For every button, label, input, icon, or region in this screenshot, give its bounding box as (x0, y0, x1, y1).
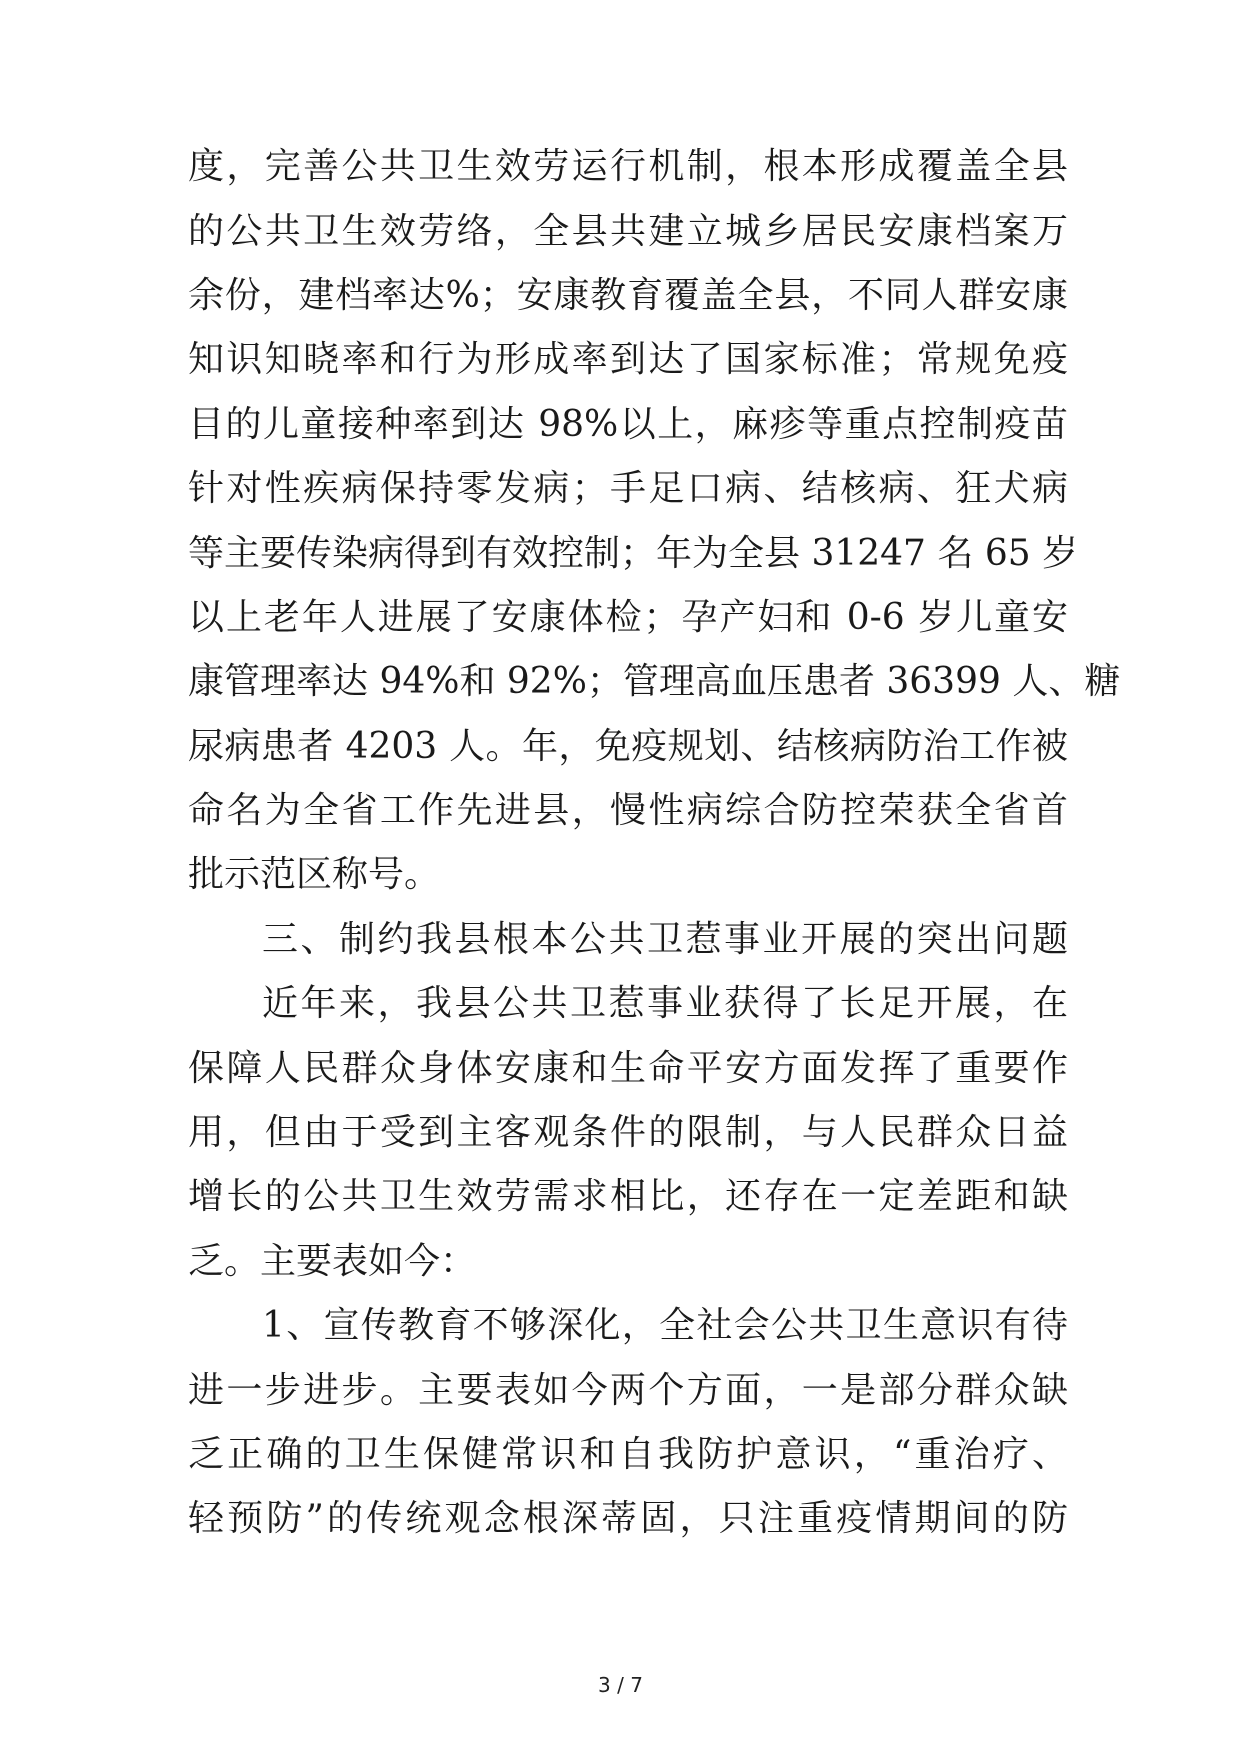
text-line: 的公共卫生效劳络，全县共建立城乡居民安康档案万 (188, 211, 1068, 252)
text-line: 1、宣传教育不够深化，全社会公共卫生意识有待 (262, 1305, 1068, 1346)
text-line: 针对性疾病保持零发病；手足口病、结核病、狂犬病 (188, 468, 1068, 509)
text-line: 近年来，我县公共卫惹事业获得了长足开展，在 (262, 983, 1068, 1024)
text-line: 目的儿童接种率到达 98%以上，麻疹等重点控制疫苗 (188, 404, 1068, 445)
text-line: 乏。主要表如今： (188, 1241, 477, 1282)
text-line: 尿病患者 4203 人。年，免疫规划、结核病防治工作被 (188, 726, 1068, 767)
text-line: 轻预防”的传统观念根深蒂固，只注重疫情期间的防 (188, 1498, 1068, 1539)
text-line: 乏正确的卫生保健常识和自我防护意识，“重治疗、 (188, 1434, 1068, 1475)
text-line: 增长的公共卫生效劳需求相比，还存在一定差距和缺 (188, 1176, 1068, 1217)
text-line: 以上老年人进展了安康体检；孕产妇和 0-6 岁儿童安 (188, 597, 1068, 638)
text-line: 余份，建档率达%；安康教育覆盖全县，不同人群安康 (188, 275, 1068, 316)
section-heading: 三、制约我县根本公共卫惹事业开展的突出问题 (262, 919, 1068, 960)
text-line: 批示范区称号。 (188, 854, 441, 895)
text-line: 进一步进步。主要表如今两个方面，一是部分群众缺 (188, 1370, 1068, 1411)
text-line: 等主要传染病得到有效控制；年为全县 31247 名 65 岁 (188, 533, 1079, 574)
page-number: 3 / 7 (598, 1673, 643, 1697)
text-line: 康管理率达 94%和 92%；管理高血压患者 36399 人、糖 (188, 661, 1121, 702)
text-line: 保障人民群众身体安康和生命平安方面发挥了重要作 (188, 1048, 1068, 1089)
text-line: 知识知晓率和行为形成率到达了国家标准；常规免疫 (188, 339, 1068, 380)
text-line: 用，但由于受到主客观条件的限制，与人民群众日益 (188, 1112, 1068, 1153)
text-line: 度，完善公共卫生效劳运行机制，根本形成覆盖全县 (188, 146, 1068, 187)
text-line: 命名为全省工作先进县，慢性病综合防控荣获全省首 (188, 790, 1068, 831)
